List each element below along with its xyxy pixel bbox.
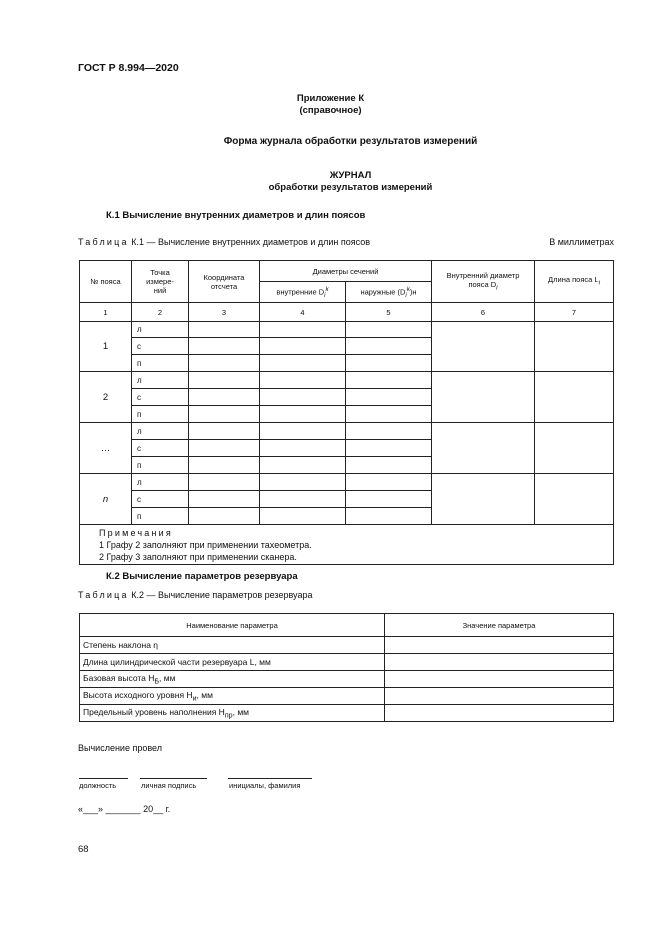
param-name-text: Высота исходного уровня H	[83, 689, 193, 700]
data-cell[interactable]	[189, 491, 260, 508]
note-item: 1 Графу 2 заполняют при применении тахеометра.	[99, 540, 312, 550]
param-name-text: Предельный уровень наполнения H	[83, 706, 225, 717]
data-cell[interactable]	[260, 508, 346, 525]
point-cell: п	[132, 406, 189, 423]
data-cell[interactable]	[346, 491, 432, 508]
journal-subtitle: обработки результатов измерений	[268, 182, 433, 193]
header-inner-diameter-sub: i	[496, 284, 498, 292]
param-name-cell	[80, 688, 385, 705]
data-cell[interactable]	[346, 423, 432, 440]
data-cell[interactable]	[260, 322, 346, 338]
data-cell[interactable]	[432, 322, 535, 372]
name-line[interactable]	[228, 778, 312, 779]
col-number-7: 7	[535, 303, 614, 322]
header-point	[132, 261, 189, 303]
journal-title: ЖУРНАЛ	[329, 170, 372, 181]
data-cell[interactable]	[346, 322, 432, 338]
data-cell[interactable]	[346, 372, 432, 389]
data-cell[interactable]	[189, 423, 260, 440]
data-cell[interactable]	[432, 474, 535, 525]
header-inner-diameter	[432, 261, 535, 303]
header-inner-sup: k	[325, 285, 329, 293]
param-name-cell	[80, 705, 385, 722]
page-number: 68	[78, 844, 89, 855]
data-cell[interactable]	[346, 338, 432, 355]
param-name-tail: , мм	[232, 706, 250, 717]
data-cell[interactable]	[189, 372, 260, 389]
header-inner-sub: i	[324, 291, 326, 299]
data-cell[interactable]	[346, 389, 432, 406]
table1-caption-text: К.1 — Вычисление внутренних диаметров и длин поясов	[131, 237, 371, 247]
param-name-text: Длина цилиндрической части резервуара L, мм	[83, 657, 271, 667]
point-cell: л	[132, 423, 189, 440]
col-number-3: 3	[189, 303, 260, 322]
col-number-4: 4	[260, 303, 346, 322]
date-line: «___» _______ 20__ г.	[78, 804, 171, 814]
point-cell: п	[132, 457, 189, 474]
param-name-cell	[80, 671, 385, 688]
form-title: Форма журнала обработки результатов измерений	[223, 136, 478, 147]
section2-title: К.2 Вычисление параметров резервуара	[106, 571, 298, 582]
position-caption: должность	[79, 781, 117, 790]
col-number-5: 5	[346, 303, 432, 322]
param-name-tail: , мм	[159, 672, 176, 683]
data-cell[interactable]	[346, 440, 432, 457]
param-value-cell[interactable]	[385, 688, 614, 705]
table1-caption-label: Таблица	[78, 237, 129, 247]
col-number-2: 2	[132, 303, 189, 322]
param-name-text: Степень наклона η	[83, 640, 159, 650]
header-param-name: Наименование параметра	[80, 614, 385, 637]
data-cell[interactable]	[260, 474, 346, 491]
data-cell[interactable]	[189, 406, 260, 423]
param-name-cell	[80, 637, 385, 654]
appendix-subtitle: (справочное)	[299, 105, 362, 116]
data-cell[interactable]	[260, 406, 346, 423]
data-cell[interactable]	[260, 457, 346, 474]
param-value-cell[interactable]	[385, 671, 614, 688]
belt-label-2: 2	[80, 372, 132, 423]
header-diameters: Диаметры сечений	[260, 261, 432, 282]
header-outer-tail: )н	[409, 287, 417, 296]
data-cell[interactable]	[346, 457, 432, 474]
table2-caption-text: К.2 — Вычисление параметров резервуара	[131, 590, 313, 600]
data-cell[interactable]	[189, 474, 260, 491]
param-name-cell	[80, 654, 385, 671]
param-name-sub: и	[192, 694, 197, 703]
point-cell: с	[132, 440, 189, 457]
appendix-title: Приложение К	[296, 93, 365, 104]
header-inner-text: внутренние D	[276, 287, 325, 296]
data-cell[interactable]	[535, 423, 614, 474]
param-name-sub: Б	[154, 677, 160, 686]
belt-label-ellipsis: …	[80, 423, 132, 474]
data-cell[interactable]	[346, 474, 432, 491]
header-point-text: Точка измере-ний	[146, 268, 174, 295]
table2-caption	[78, 590, 312, 600]
param-value-cell[interactable]	[385, 654, 614, 671]
data-cell[interactable]	[535, 322, 614, 372]
data-cell[interactable]	[260, 491, 346, 508]
point-cell: л	[132, 322, 189, 338]
note-item: 2 Графу 3 заполняют при применении сканера.	[99, 552, 297, 562]
data-cell[interactable]	[189, 355, 260, 372]
header-outer-text: наружные (D	[360, 287, 406, 296]
header-outer-sub: i	[405, 291, 407, 299]
point-cell: с	[132, 389, 189, 406]
header-outer	[346, 282, 432, 303]
data-cell[interactable]	[432, 372, 535, 423]
point-cell: с	[132, 491, 189, 508]
measurement-table	[79, 260, 614, 565]
data-cell[interactable]	[260, 423, 346, 440]
sign-caption: личная подпись	[141, 781, 197, 790]
point-cell: с	[132, 338, 189, 355]
header-outer-sup: k	[406, 285, 410, 293]
data-cell[interactable]	[189, 322, 260, 338]
notes-title: Примечания	[99, 528, 173, 538]
sign-line[interactable]	[140, 778, 207, 779]
header-param-value: Значение параметра	[385, 614, 614, 637]
col-number-6: 6	[432, 303, 535, 322]
data-cell[interactable]	[432, 423, 535, 474]
table1-units: В миллиметрах	[549, 237, 614, 247]
point-cell: п	[132, 355, 189, 372]
data-cell[interactable]	[535, 474, 614, 525]
header-belt-no: № пояса	[80, 261, 132, 303]
table2-caption-label: Таблица	[78, 590, 129, 600]
point-cell: л	[132, 474, 189, 491]
table1-notes	[80, 525, 614, 565]
belt-label-n: n	[80, 474, 132, 525]
header-coordinate	[189, 261, 260, 303]
header-belt-length	[535, 261, 614, 303]
header-belt-length-sub: i	[598, 279, 600, 287]
data-cell[interactable]	[535, 372, 614, 423]
data-cell[interactable]	[260, 355, 346, 372]
position-line[interactable]	[79, 778, 128, 779]
signature-label: Вычисление провел	[78, 743, 162, 753]
parameters-table	[79, 613, 614, 722]
point-cell: п	[132, 508, 189, 525]
table1-caption	[78, 237, 370, 247]
section1-title: К.1 Вычисление внутренних диаметров и длин поясов	[106, 210, 366, 221]
data-cell[interactable]	[189, 440, 260, 457]
col-number-1: 1	[80, 303, 132, 322]
param-value-cell[interactable]	[385, 637, 614, 654]
param-name-text: Базовая высота H	[83, 672, 155, 683]
data-cell[interactable]	[260, 389, 346, 406]
header-inner	[260, 282, 346, 303]
data-cell[interactable]	[189, 457, 260, 474]
point-cell: л	[132, 372, 189, 389]
data-cell[interactable]	[346, 355, 432, 372]
param-name-sub: пр	[224, 711, 233, 720]
data-cell[interactable]	[346, 508, 432, 525]
header-inner-diameter-text: Внутренний диаметр пояса D	[446, 270, 520, 289]
data-cell[interactable]	[260, 338, 346, 355]
data-cell[interactable]	[189, 338, 260, 355]
param-name-tail: , мм	[196, 689, 213, 700]
belt-label-1: 1	[80, 322, 132, 372]
header-coordinate-text: Координата отсчета	[203, 272, 245, 291]
data-cell[interactable]	[260, 440, 346, 457]
param-value-cell[interactable]	[385, 705, 614, 722]
document-code: ГОСТ Р 8.994—2020	[78, 62, 179, 74]
data-cell[interactable]	[260, 372, 346, 389]
data-cell[interactable]	[346, 406, 432, 423]
name-caption: инициалы, фамилия	[229, 781, 301, 790]
header-belt-length-text: Длина пояса L	[548, 275, 599, 285]
data-cell[interactable]	[189, 389, 260, 406]
data-cell[interactable]	[189, 508, 260, 525]
